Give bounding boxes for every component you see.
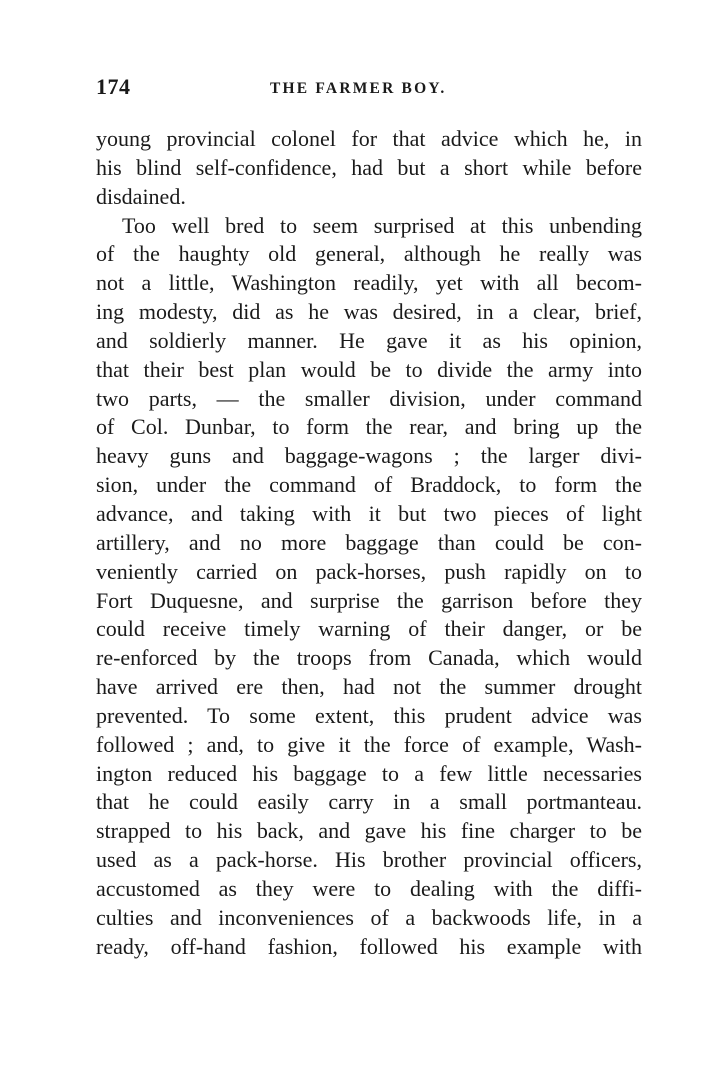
page-number: 174 [96, 74, 131, 99]
text-line: culties and inconveniences of a backwoods life, in a [96, 904, 642, 930]
text-line: disdained. [96, 183, 186, 209]
text-line: not a little, Washington readily, yet with all becom- [96, 270, 642, 296]
page-header [96, 74, 642, 104]
text-line: ready, off-hand fashion, followed his example with [96, 933, 642, 959]
text-line: followed ; and, to give it the force of example, Wash- [96, 731, 642, 757]
text-line: ing modesty, did as he was desired, in a clear, brief, [96, 299, 642, 325]
text-line: heavy guns and baggage-wagons ; the larger divi- [96, 443, 642, 469]
running-title: THE FARMER BOY. [270, 80, 447, 97]
text-line: that their best plan would be to divide the army into [96, 356, 642, 382]
text-line: artillery, and no more baggage than could be con- [96, 529, 642, 555]
text-line: advance, and taking with it but two pieces of light [96, 500, 642, 526]
text-line: Too well bred to seem surprised at this unbending [122, 212, 642, 238]
text-line: ington reduced his baggage to a few little necessaries [96, 760, 642, 786]
text-line: of Col. Dunbar, to form the rear, and bring up the [96, 414, 642, 440]
text-line: sion, under the command of Braddock, to form the [96, 472, 642, 498]
text-line: that he could easily carry in a small portmanteau. [96, 789, 642, 815]
text-line: two parts, — the smaller division, under command [96, 385, 642, 411]
body-text [96, 125, 642, 961]
text-line: veniently carried on pack-horses, push rapidly on to [96, 558, 642, 584]
text-line: prevented. To some extent, this prudent advice was [96, 702, 642, 728]
text-line: have arrived ere then, had not the summer drought [96, 674, 642, 700]
text-line: of the haughty old general, although he really was [96, 241, 642, 267]
text-line: Fort Duquesne, and surprise the garrison before they [96, 587, 642, 613]
text-line: used as a pack-horse. His brother provincial officers, [96, 847, 642, 873]
text-line: young provincial colonel for that advice which he, in [96, 126, 642, 151]
text-line: and soldierly manner. He gave it as his opinion, [96, 327, 642, 353]
text-line: his blind self-confidence, had but a short while before [96, 154, 642, 180]
text-line: re-enforced by the troops from Canada, which would [96, 645, 642, 671]
text-line: strapped to his back, and gave his fine charger to be [96, 818, 642, 844]
text-line: accustomed as they were to dealing with the diffi- [96, 875, 642, 901]
text-line: could receive timely warning of their danger, or be [96, 616, 642, 642]
